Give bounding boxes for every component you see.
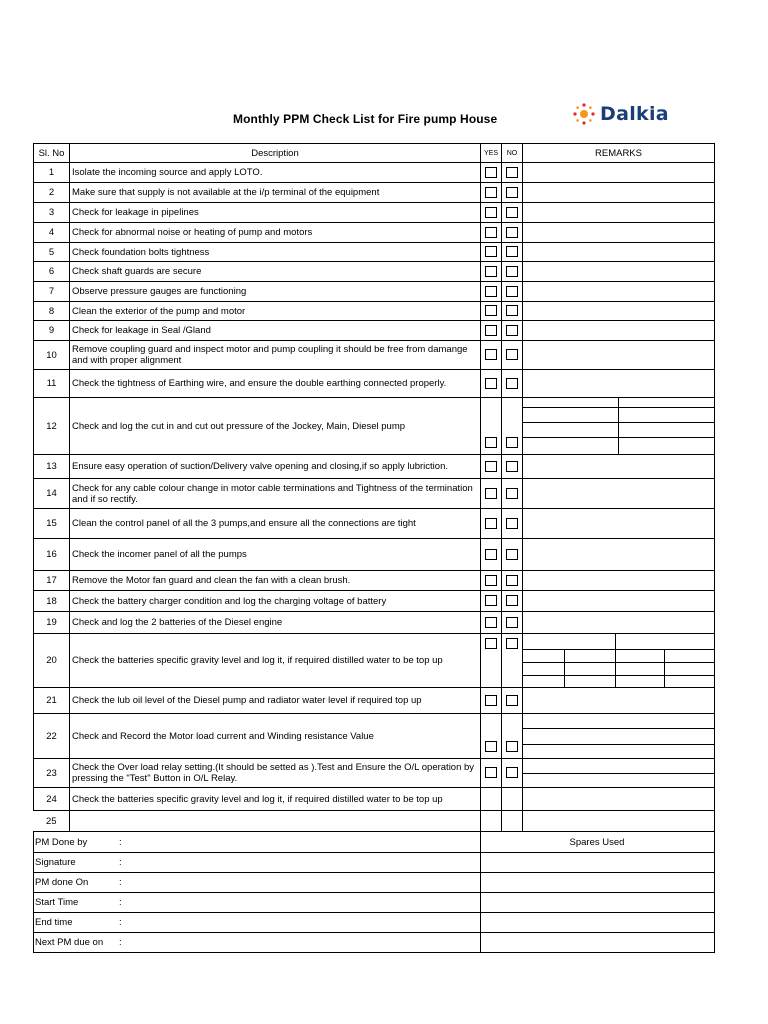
yes-checkbox[interactable]	[485, 549, 497, 560]
remarks-grid-line	[523, 675, 714, 676]
remarks-cell[interactable]	[523, 243, 715, 262]
no-checkbox[interactable]	[506, 325, 518, 336]
remarks-cell[interactable]	[523, 341, 715, 370]
no-cell	[502, 539, 523, 571]
yes-checkbox[interactable]	[485, 575, 497, 586]
no-cell	[502, 788, 523, 811]
no-checkbox[interactable]	[506, 617, 518, 628]
row-number: 3	[34, 203, 70, 223]
remarks-grid-line	[664, 649, 665, 688]
table-row	[34, 321, 715, 341]
footer-row	[34, 873, 715, 893]
footer-colon: :	[119, 857, 122, 868]
no-checkbox[interactable]	[506, 595, 518, 606]
remarks-cell[interactable]	[523, 183, 715, 203]
yes-cell	[481, 163, 502, 183]
row-number: 11	[34, 370, 70, 398]
row-description: Make sure that supply is not available at the i/p terminal of the equipment	[70, 183, 481, 203]
no-cell	[502, 398, 523, 455]
footer-field-signature[interactable]	[34, 853, 481, 873]
row-description: Check and Record the Motor load current and Winding resistance Value	[70, 714, 481, 759]
remarks-cell[interactable]	[523, 591, 715, 612]
spares-used-header	[481, 832, 715, 853]
row-description: Check the tightness of Earthing wire, and ensure the double earthing connected properly.	[70, 370, 481, 398]
remarks-cell[interactable]	[523, 714, 715, 759]
header-sl: Sl. No	[34, 144, 70, 163]
remarks-grid-line	[523, 662, 714, 663]
table-row	[34, 341, 715, 370]
yes-checkbox[interactable]	[485, 617, 497, 628]
yes-cell	[481, 539, 502, 571]
no-checkbox[interactable]	[506, 167, 518, 178]
spares-used-cell[interactable]	[481, 893, 715, 913]
row-description: Check the battery charger condition and log the charging voltage of battery	[70, 591, 481, 612]
remarks-cell[interactable]	[523, 370, 715, 398]
row-number: 5	[34, 243, 70, 262]
sun-logo-icon	[572, 102, 596, 126]
remarks-cell[interactable]	[523, 223, 715, 243]
table-row	[34, 591, 715, 612]
yes-checkbox[interactable]	[485, 638, 497, 649]
yes-cell	[481, 509, 502, 539]
yes-checkbox[interactable]	[485, 695, 497, 706]
row-description: Check the batteries specific gravity level and log it, if required distilled water to be top up	[70, 788, 481, 811]
footer-label: Next PM due on	[35, 937, 104, 948]
table-row	[34, 811, 715, 832]
footer-row	[34, 893, 715, 913]
spares-used-label: Spares Used	[569, 836, 625, 848]
no-checkbox[interactable]	[506, 638, 518, 649]
yes-cell	[481, 612, 502, 634]
table-row	[34, 183, 715, 203]
yes-cell	[481, 759, 502, 788]
table-row	[34, 688, 715, 714]
spares-used-cell[interactable]	[481, 853, 715, 873]
remarks-cell[interactable]	[523, 203, 715, 223]
remarks-cell[interactable]	[523, 509, 715, 539]
table-row	[34, 282, 715, 302]
row-number: 1	[34, 163, 70, 183]
footer-label: Signature	[35, 857, 76, 868]
no-checkbox[interactable]	[506, 741, 518, 752]
header-remarks: REMARKS	[523, 144, 715, 163]
row-description: Clean the exterior of the pump and motor	[70, 302, 481, 321]
footer-colon: :	[119, 897, 122, 908]
row-description: Check the Over load relay setting.(It should be setted as ).Test and Ensure the O/L operation by pressing the "Test" Button in O/L Relay.	[70, 759, 481, 788]
footer-colon: :	[119, 877, 122, 888]
yes-cell	[481, 811, 502, 832]
yes-checkbox[interactable]	[485, 227, 497, 238]
row-description	[70, 811, 481, 832]
no-checkbox[interactable]	[506, 227, 518, 238]
no-cell	[502, 811, 523, 832]
yes-cell	[481, 571, 502, 591]
spares-used-cell[interactable]	[481, 873, 715, 893]
footer-label: PM Done by	[35, 836, 88, 848]
row-description: Check for leakage in Seal /Gland	[70, 321, 481, 341]
table-row	[34, 612, 715, 634]
row-number: 10	[34, 341, 70, 370]
remarks-cell[interactable]	[523, 321, 715, 341]
footer-label: PM done On	[35, 877, 89, 888]
remarks-grid-line	[523, 773, 714, 774]
yes-cell	[481, 634, 502, 688]
spares-used-cell[interactable]	[481, 913, 715, 933]
remarks-grid-line	[564, 649, 565, 688]
row-number: 6	[34, 262, 70, 282]
yes-cell	[481, 370, 502, 398]
yes-cell	[481, 321, 502, 341]
yes-cell	[481, 243, 502, 262]
row-description: Check for any cable colour change in motor cable terminations and Tightness of the termination and if so rectify.	[70, 479, 481, 509]
no-cell	[502, 571, 523, 591]
row-description: Check foundation bolts tightness	[70, 243, 481, 262]
header-row	[34, 144, 715, 163]
row-description: Check the lub oil level of the Diesel pump and radiator water level if required top up	[70, 688, 481, 714]
row-description: Check the batteries specific gravity level and log it, if required distilled water to be top up	[70, 634, 481, 688]
no-cell	[502, 203, 523, 223]
row-description: Clean the control panel of all the 3 pumps,and ensure all the connections are tight	[70, 509, 481, 539]
remarks-cell[interactable]	[523, 788, 715, 811]
no-checkbox[interactable]	[506, 575, 518, 586]
no-cell	[502, 688, 523, 714]
row-description: Remove coupling guard and inspect motor and pump coupling it should be free from damange and with proper alignment	[70, 341, 481, 370]
yes-checkbox[interactable]	[485, 767, 497, 778]
no-checkbox[interactable]	[506, 187, 518, 198]
yes-cell	[481, 302, 502, 321]
no-cell	[502, 479, 523, 509]
footer-colon: :	[119, 917, 122, 928]
remarks-cell[interactable]	[523, 455, 715, 479]
page-title: Monthly PPM Check List for Fire pump House	[233, 112, 498, 126]
row-number: 4	[34, 223, 70, 243]
no-checkbox[interactable]	[506, 378, 518, 389]
table-row	[34, 539, 715, 571]
remarks-cell[interactable]	[523, 539, 715, 571]
yes-checkbox[interactable]	[485, 187, 497, 198]
yes-cell	[481, 688, 502, 714]
row-number: 24	[34, 788, 70, 811]
row-number: 20	[34, 634, 70, 688]
remarks-cell[interactable]	[523, 163, 715, 183]
row-number: 7	[34, 282, 70, 302]
no-cell	[502, 302, 523, 321]
no-cell	[502, 243, 523, 262]
remarks-cell[interactable]	[523, 302, 715, 321]
no-cell	[502, 341, 523, 370]
remarks-cell[interactable]	[523, 571, 715, 591]
yes-cell	[481, 788, 502, 811]
no-cell	[502, 455, 523, 479]
footer-field-next-pm[interactable]	[34, 933, 481, 953]
row-number: 13	[34, 455, 70, 479]
yes-checkbox[interactable]	[485, 595, 497, 606]
no-checkbox[interactable]	[506, 266, 518, 277]
table-row	[34, 203, 715, 223]
yes-cell	[481, 714, 502, 759]
remarks-cell[interactable]	[523, 262, 715, 282]
no-cell	[502, 591, 523, 612]
remarks-grid-line	[523, 744, 714, 745]
row-description: Check for leakage in pipelines	[70, 203, 481, 223]
yes-checkbox[interactable]	[485, 741, 497, 752]
footer-field-end-time[interactable]	[34, 913, 481, 933]
remarks-cell[interactable]	[523, 479, 715, 509]
yes-checkbox[interactable]	[485, 325, 497, 336]
no-cell	[502, 321, 523, 341]
no-checkbox[interactable]	[506, 549, 518, 560]
no-cell	[502, 612, 523, 634]
row-number: 25	[34, 811, 70, 832]
table-row	[34, 571, 715, 591]
no-checkbox[interactable]	[506, 488, 518, 499]
remarks-grid-line	[618, 398, 619, 454]
remarks-cell[interactable]	[523, 612, 715, 634]
header-no: NO	[502, 144, 523, 163]
yes-cell	[481, 591, 502, 612]
yes-checkbox[interactable]	[485, 305, 497, 316]
remarks-grid-line	[523, 728, 714, 729]
footer-row	[34, 913, 715, 933]
no-cell	[502, 282, 523, 302]
remarks-cell[interactable]	[523, 759, 715, 788]
row-description: Remove the Motor fan guard and clean the fan with a clean brush.	[70, 571, 481, 591]
yes-cell	[481, 183, 502, 203]
remarks-cell[interactable]	[523, 811, 715, 832]
dalkia-logo	[572, 102, 669, 126]
table-row	[34, 163, 715, 183]
remarks-grid-line	[523, 649, 714, 650]
yes-checkbox[interactable]	[485, 207, 497, 218]
remarks-cell[interactable]	[523, 634, 715, 688]
row-number: 19	[34, 612, 70, 634]
row-number: 2	[34, 183, 70, 203]
row-number: 22	[34, 714, 70, 759]
no-checkbox[interactable]	[506, 695, 518, 706]
yes-checkbox[interactable]	[485, 378, 497, 389]
logo-text: Dalkia	[600, 103, 669, 125]
remarks-grid-line	[615, 634, 616, 688]
footer-row	[34, 853, 715, 873]
table-row	[34, 479, 715, 509]
row-description: Check and log the 2 batteries of the Diesel engine	[70, 612, 481, 634]
table-row	[34, 262, 715, 282]
footer-colon: :	[119, 937, 122, 948]
row-description: Check the incomer panel of all the pumps	[70, 539, 481, 571]
table-row	[34, 759, 715, 788]
yes-cell	[481, 479, 502, 509]
yes-checkbox[interactable]	[485, 286, 497, 297]
no-cell	[502, 370, 523, 398]
row-number: 17	[34, 571, 70, 591]
table-row	[34, 455, 715, 479]
no-cell	[502, 183, 523, 203]
no-cell	[502, 634, 523, 688]
row-number: 21	[34, 688, 70, 714]
footer-row	[34, 933, 715, 953]
footer-field-pm-done-on[interactable]	[34, 873, 481, 893]
yes-checkbox[interactable]	[485, 266, 497, 277]
row-number: 12	[34, 398, 70, 455]
no-checkbox[interactable]	[506, 305, 518, 316]
yes-checkbox[interactable]	[485, 488, 497, 499]
row-number: 23	[34, 759, 70, 788]
table-row	[34, 243, 715, 262]
no-cell	[502, 223, 523, 243]
footer-label: End time	[35, 917, 73, 928]
row-number: 9	[34, 321, 70, 341]
table-row	[34, 714, 715, 759]
no-checkbox[interactable]	[506, 246, 518, 257]
row-number: 18	[34, 591, 70, 612]
table-row	[34, 370, 715, 398]
table-row	[34, 788, 715, 811]
remarks-cell[interactable]	[523, 398, 715, 455]
remarks-cell[interactable]	[523, 688, 715, 714]
footer-row	[34, 832, 715, 853]
footer-field-start-time[interactable]	[34, 893, 481, 913]
table-row	[34, 398, 715, 455]
table-row	[34, 223, 715, 243]
yes-cell	[481, 262, 502, 282]
yes-cell	[481, 341, 502, 370]
yes-checkbox[interactable]	[485, 437, 497, 448]
yes-cell	[481, 282, 502, 302]
table-row	[34, 509, 715, 539]
no-checkbox[interactable]	[506, 286, 518, 297]
no-checkbox[interactable]	[506, 518, 518, 529]
no-checkbox[interactable]	[506, 349, 518, 360]
yes-cell	[481, 203, 502, 223]
yes-checkbox[interactable]	[485, 167, 497, 178]
no-checkbox[interactable]	[506, 767, 518, 778]
row-description: Isolate the incoming source and apply LOTO.	[70, 163, 481, 183]
row-description: Ensure easy operation of suction/Delivery valve opening and closing,if so apply lubriction.	[70, 455, 481, 479]
spares-used-cell[interactable]	[481, 933, 715, 953]
no-cell	[502, 714, 523, 759]
yes-checkbox[interactable]	[485, 461, 497, 472]
row-number: 8	[34, 302, 70, 321]
row-description: Check and log the cut in and cut out pressure of the Jockey, Main, Diesel pump	[70, 398, 481, 455]
yes-checkbox[interactable]	[485, 349, 497, 360]
header-yes: YES	[481, 144, 502, 163]
table-row	[34, 302, 715, 321]
footer-colon: :	[119, 836, 122, 848]
checklist-table	[33, 143, 715, 953]
yes-cell	[481, 455, 502, 479]
remarks-cell[interactable]	[523, 282, 715, 302]
yes-checkbox[interactable]	[485, 246, 497, 257]
no-cell	[502, 262, 523, 282]
row-description: Observe pressure gauges are functioning	[70, 282, 481, 302]
no-cell	[502, 509, 523, 539]
row-description: Check shaft guards are secure	[70, 262, 481, 282]
row-number: 15	[34, 509, 70, 539]
row-description: Check for abnormal noise or heating of pump and motors	[70, 223, 481, 243]
yes-cell	[481, 223, 502, 243]
yes-cell	[481, 398, 502, 455]
no-checkbox[interactable]	[506, 437, 518, 448]
no-checkbox[interactable]	[506, 207, 518, 218]
header-description: Description	[70, 144, 481, 163]
row-number: 14	[34, 479, 70, 509]
no-cell	[502, 163, 523, 183]
no-cell	[502, 759, 523, 788]
footer-label: Start Time	[35, 897, 79, 908]
yes-checkbox[interactable]	[485, 518, 497, 529]
no-checkbox[interactable]	[506, 461, 518, 472]
row-number: 16	[34, 539, 70, 571]
footer-field-pm-done-by[interactable]	[34, 832, 481, 853]
table-row	[34, 634, 715, 688]
